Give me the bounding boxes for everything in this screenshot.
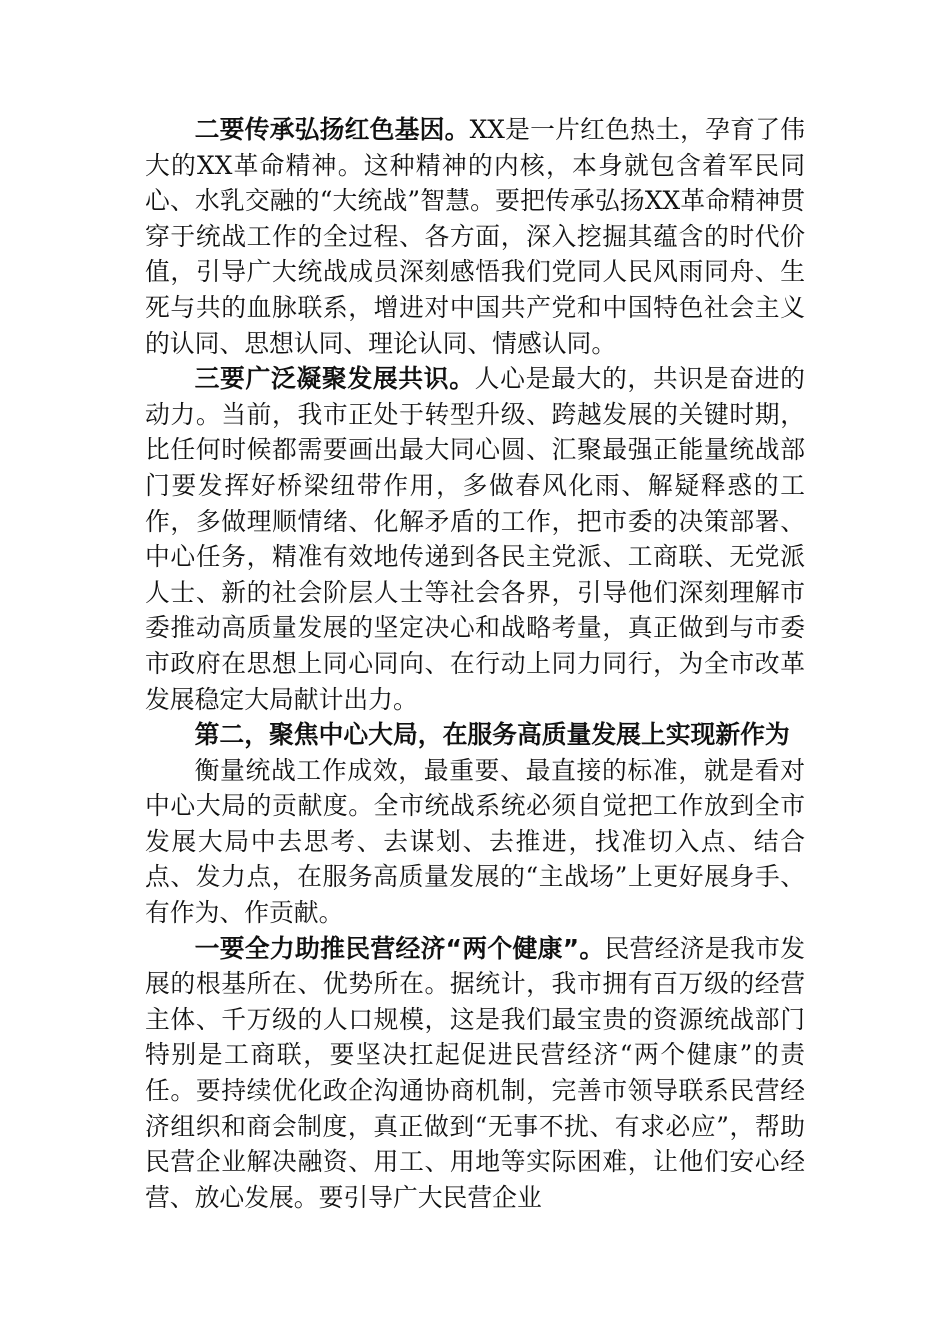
paragraph-lead: 一要全力助推民营经济“两个健康”。 xyxy=(194,933,605,963)
document-page xyxy=(145,112,805,1215)
paragraph-lead: 三要广泛凝聚发展共识。 xyxy=(194,364,475,394)
paragraph-lead: 二要传承弘扬红色基因。 xyxy=(194,115,470,144)
paragraph-consensus xyxy=(145,361,805,717)
section-intro: 衡量统战工作成效，最重要、最直接的标准，就是看对中心大局的贡献度。全市统战系统必须自觉把工作放到全市发展大局中去思考、去谋划、去推进，找准切入点、结合点、发力点，在服务高质量发展的“主战场”上更好展身手、有作为、作贡献。 xyxy=(145,755,805,928)
paragraph-private-economy xyxy=(145,931,805,1216)
paragraph-red-gene xyxy=(145,112,805,361)
paragraph-text: 民营经济是我市发展的根基所在、优势所在。据统计，我市拥有百万级的经营主体、千万级的人口规模，这是我们最宝贵的资源统战部门特别是工商联，要坚决扛起促进民营经济“两个健康”的责任。要持续优化政企沟通协商机制，完善市领导联系民营经济组织和商会制度，真正做到“无事不扰、有求必应”，帮助民营企业解决融资、用工、用地等实际困难，让他们安心经营、放心发展。要引导广大民营企业 xyxy=(145,933,805,1212)
paragraph-text: 人心是最大的，共识是奋进的动力。当前，我市正处于转型升级、跨越发展的关键时期，比任何时候都需要画出最大同心圆、汇聚最强正能量统战部门要发挥好桥梁纽带作用，多做春风化雨、解疑释惑的工作，多做理顺情绪、化解矛盾的工作，把市委的决策部署、中心任务，精准有效地传递到各民主党派、工商联、无党派人士、新的社会阶层人士等社会各界，引导他们深刻理解市委推动高质量发展的坚定决心和战略考量，真正做到与市委市政府在思想上同心同向、在行动上同力同行，为全市改革发展稳定大局献计出力。 xyxy=(145,364,805,714)
section-heading: 第二，聚焦中心大局，在服务高质量发展上实现新作为 xyxy=(194,720,790,750)
paragraph-text: XX是一片红色热土，孕育了伟大的XX革命精神。这种精神的内核，本身就包含着军民同心、水乳交融的“大统战”智慧。要把传承弘扬XX革命精神贯穿于统战工作的全过程、各方面，深入挖掘其蕴含的时代价值，引导广大统战成员深刻感悟我们党同人民风雨同舟、生死与共的血脉联系，增进对中国共产党和中国特色社会主义的认同、思想认同、理论认同、情感认同。 xyxy=(145,115,805,358)
